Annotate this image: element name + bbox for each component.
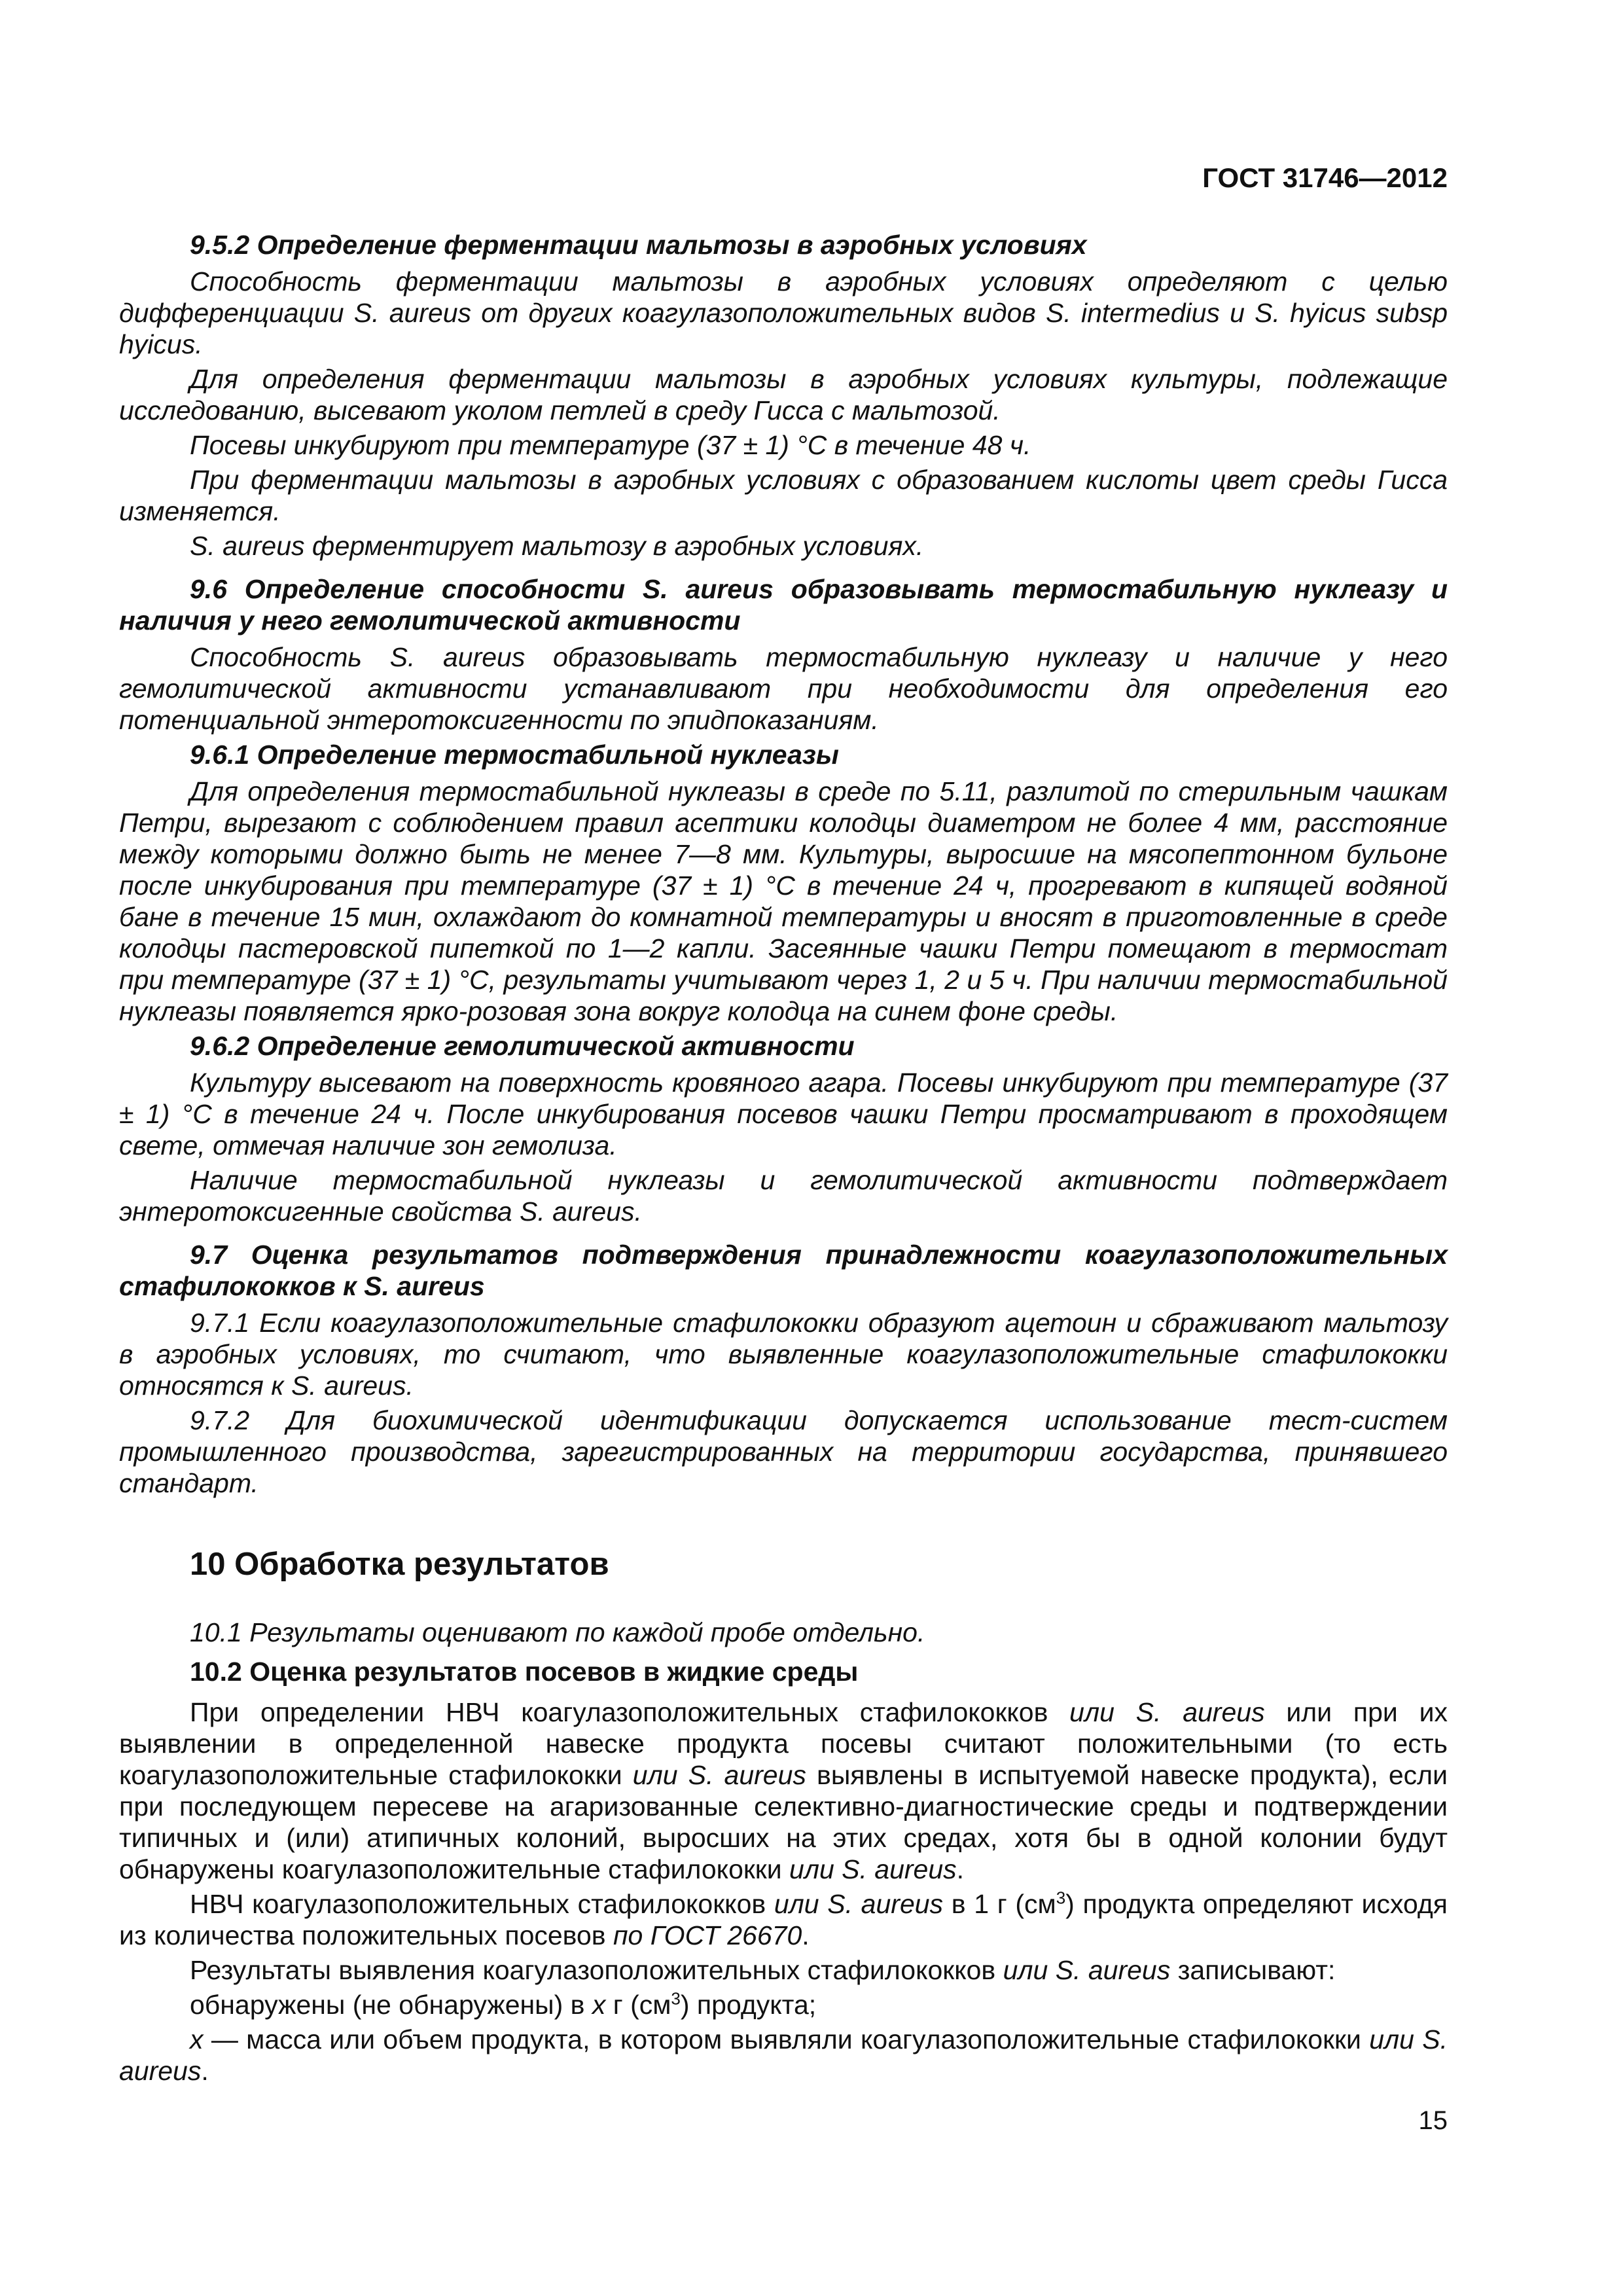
page-content	[119, 229, 1448, 2090]
section-9-6-1-title: 9.6.1 Определение термостабильной нуклеазы	[190, 740, 839, 770]
paragraph: обнаружены (не обнаружены) в x г $(см^3)$ продукта;	[190, 1988, 817, 2020]
paragraph: 9.7.1 Если коагулазоположительные стафилококки образуют ацетоин и сбраживают мальтозу в аэробных условиях, то считают, что выявленные коагулазоположительные стафилококки относятся к S. aureus.	[119, 1308, 1448, 1401]
paragraph: x — масса или объем продукта, в котором выявляли коагулазоположительные стафилококки или S. aureus.	[119, 2024, 1448, 2086]
paragraph: 9.7.2 Для биохимической идентификации допускается использование тест-систем промышленного производства, зарегистрированных на территории государства, принявшего стандарт.	[119, 1405, 1448, 1498]
paragraph: Культуру высевают на поверхность кровяного агара. Посевы инкубируют при температуре (37 ± 1) °С в течение 24 ч. После инкубирования посевов чашки Петри просматривают в проходящем свете, отмечая наличие зон гемолиза.	[119, 1067, 1448, 1160]
section-9-6-title: 9.6 Определение способности S. aureus образовывать термостабильную нуклеазу и наличия у него гемолитической активности	[119, 574, 1448, 636]
paragraph: Способность ферментации мальтозы в аэробных условиях определяют с целью дифференциации S. aureus от других коагулазоположительных видов S. intermedius и S. hyicus subsp hyicus.	[119, 266, 1448, 359]
section-9-6-2-title: 9.6.2 Определение гемолитической активности	[190, 1031, 855, 1061]
section-10-heading: 10 Обработка результатов	[190, 1547, 609, 1582]
section-9-5-2-title: 9.5.2 Определение ферментации мальтозы в аэробных условиях	[190, 230, 1087, 260]
section-9-7-title: 9.7 Оценка результатов подтверждения принадлежности коагулазоположительных стафилококков к S. aureus	[119, 1240, 1448, 1301]
paragraph: Для определения ферментации мальтозы в аэробных условиях культуры, подлежащие исследованию, высевают уколом петлей в среду Гисса с мальтозой.	[119, 364, 1448, 425]
paragraph: При определении НВЧ коагулазоположительных стафилококков или S. aureus или при их выявлении в определенной навеске продукта посевы считают положительными (то есть коагулазоположительные стафилококки или S. aureus выявлены в испытуемой навеске продукта), если при последующем пересеве на агаризованные селективно-диагностические среды и подтверждении типичных и (или) атипичных колоний, выросших на этих средах, хотя бы в одной колонии будут обнаружены коагулазоположительные стафилококки или S. aureus.	[119, 1697, 1448, 1884]
paragraph: Наличие термостабильной нуклеазы и гемолитической активности подтверждает энтеротоксигенные свойства S. aureus.	[119, 1165, 1448, 1227]
paragraph: Для определения термостабильной нуклеазы в среде по 5.11, разлитой по стерильным чашкам Петри, вырезают с соблюдением правил асептики колодцы диаметром не более 4 мм, расстояние между которыми должно быть не менее 7—8 мм. Культуры, выросшие на мясопептонном бульоне после инкубирования при температуре (37 ± 1) °С в течение 24 ч, прогревают в кипящей водяной бане в течение 15 мин, охлаждают до комнатной температуры и вносят в приготовленные в среде колодцы пастеровской пипеткой по 1—2 капли. Засеянные чашки Петри помещают в термостат при температуре (37 ± 1) °С, результаты учитывают через 1, 2 и 5 ч. При наличии термостабильной нуклеазы появляется ярко-розовая зона вокруг колодца на синем фоне среды.	[119, 776, 1448, 1026]
paragraph: S. aureus ферментирует мальтозу в аэробных условиях.	[190, 531, 924, 561]
section-10-2-title: 10.2 Оценка результатов посевов в жидкие среды	[190, 1657, 859, 1687]
paragraph: Посевы инкубируют при температуре (37 ± 1) °С в течение 48 ч.	[190, 430, 1031, 460]
paragraph: При ферментации мальтозы в аэробных условиях с образованием кислоты цвет среды Гисса изменяется.	[119, 465, 1448, 526]
paragraph: Результаты выявления коагулазоположительных стафилококков или S. aureus записывают:	[190, 1955, 1336, 1985]
paragraph: Способность S. aureus образовывать термостабильную нуклеазу и наличие у него гемолитической активности устанавливают при необходимости для определения его потенциальной энтеротоксигенности по эпидпоказаниям.	[119, 642, 1448, 735]
paragraph: НВЧ коагулазоположительных стафилококков или S. aureus в 1 г $(см^3)$ продукта определяют исходя из количества положительных посевов по ГОСТ 26670.	[119, 1888, 1448, 1950]
paragraph-10-1: 10.1 Результаты оценивают по каждой пробе отдельно.	[190, 1617, 925, 1647]
standard-number: ГОСТ 31746—2012	[1202, 162, 1448, 193]
page-number: 15	[1418, 2106, 1448, 2135]
